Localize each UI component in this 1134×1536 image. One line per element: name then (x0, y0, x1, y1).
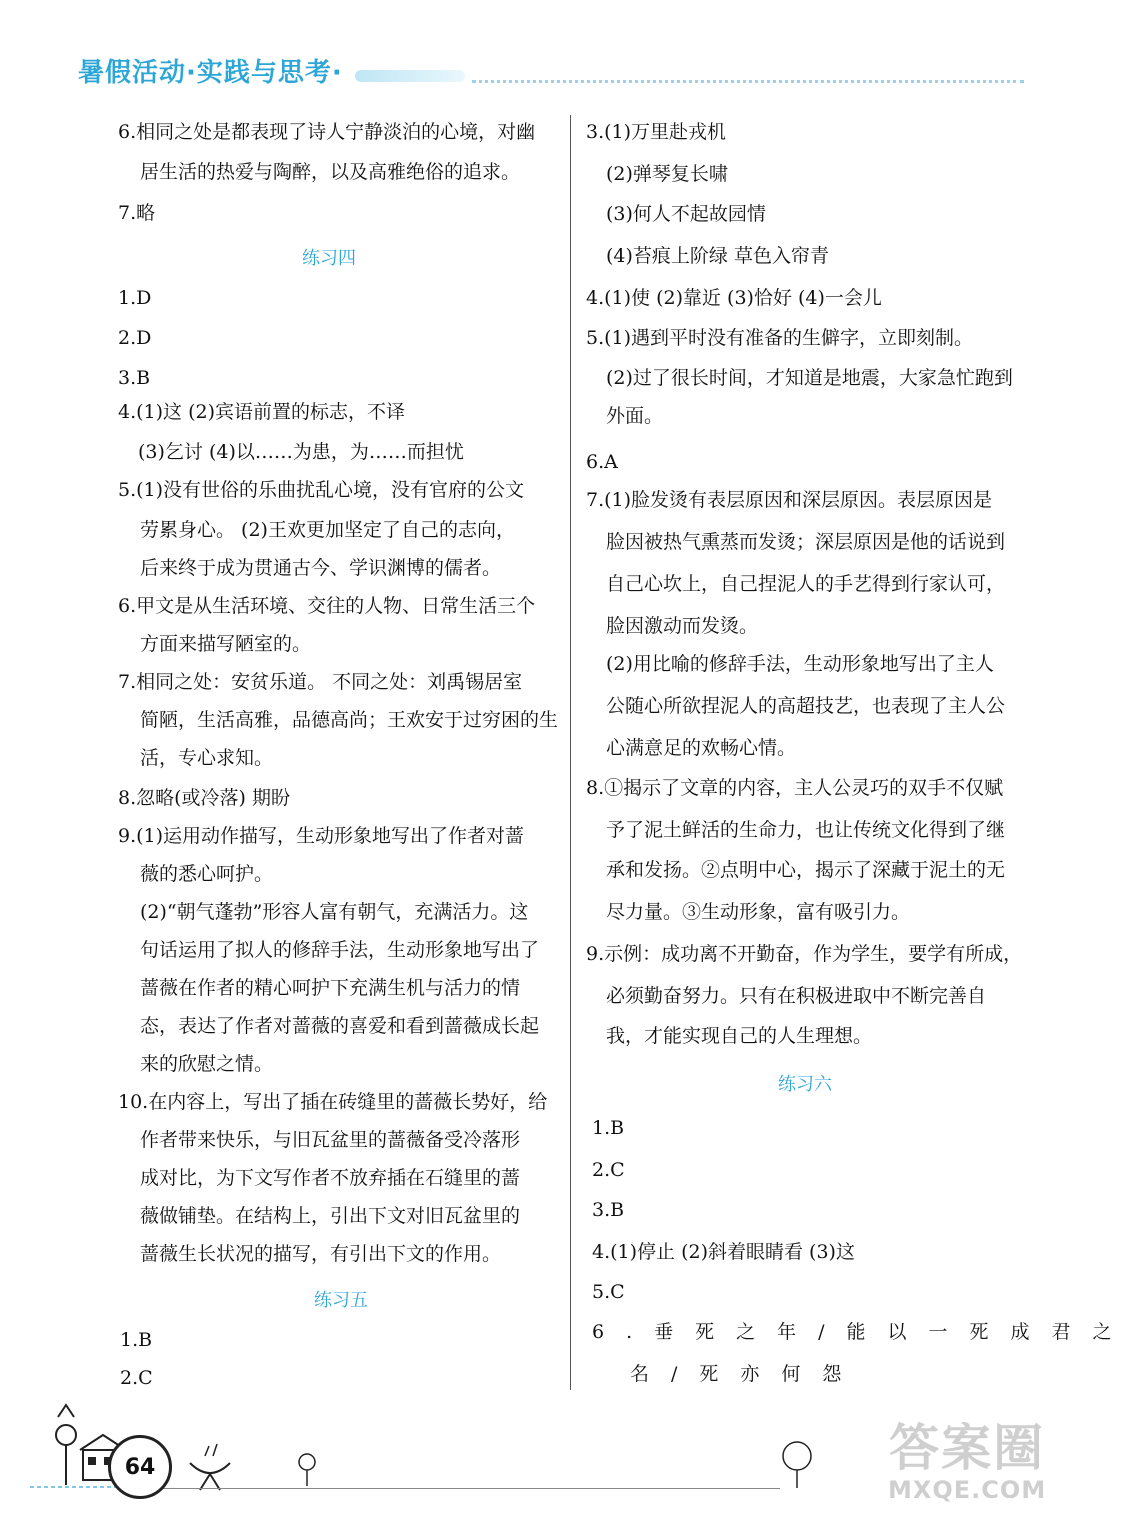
answer-line: (3)乞讨 (4)以……为患，为……而担忧 (138, 441, 464, 463)
answer-line: 5.C (592, 1281, 625, 1303)
answer-line: (2)弹琴复长啸 (606, 163, 728, 185)
answer-line: 1.B (120, 1329, 153, 1351)
answer-line: 2.D (118, 327, 152, 349)
watermark (888, 1420, 1046, 1504)
grill-doodle-icon (185, 1438, 235, 1493)
answer-line: 心满意足的欢畅心情。 (606, 737, 797, 759)
answer-line: 我，才能实现自己的人生理想。 (606, 1025, 873, 1047)
tree-doodle-icon (295, 1452, 319, 1488)
footer-rule (160, 1488, 780, 1489)
section-title-exercise-4: 练习四 (302, 248, 356, 269)
header-decoration (355, 70, 465, 82)
answer-line: 7.略 (118, 202, 156, 224)
answer-line: 自己心坎上，自己捏泥人的手艺得到行家认可， (606, 573, 1006, 595)
watermark-logo-text: 答案圈 (889, 1419, 1046, 1477)
answer-line: 5.(1)没有世俗的乐曲扰乱心境，没有官府的公文 (118, 479, 525, 501)
answer-line: 1.D (118, 287, 152, 309)
answer-line: 4.(1)这 (2)宾语前置的标志，不译 (118, 401, 405, 423)
answer-line: 作者带来快乐，与旧瓦盆里的蔷薇备受冷落形 (140, 1129, 521, 1151)
answer-line: 名/死亦何怨 (630, 1363, 864, 1385)
answer-line: 6.垂死之年/能以一死成君之 (592, 1321, 1134, 1343)
answer-line: 必须勤奋努力。只有在积极进取中不断完善自 (606, 985, 987, 1007)
answer-line: 句话运用了拟人的修辞手法，生动形象地写出了 (140, 939, 540, 961)
answer-line: 10.在内容上，写出了插在砖缝里的蔷薇长势好，给 (118, 1091, 548, 1113)
section-title-exercise-5: 练习五 (314, 1290, 368, 1311)
column-divider (570, 115, 571, 1390)
answer-line: 薇的悉心呵护。 (140, 863, 274, 885)
answer-line: 1.B (592, 1117, 625, 1139)
answer-line: (3)何人不起故园情 (606, 203, 766, 225)
answer-line: 蔷薇生长状况的描写，有引出下文的作用。 (140, 1243, 502, 1265)
answer-line: 4.(1)使 (2)靠近 (3)恰好 (4)一会儿 (586, 287, 882, 309)
answer-line: 居生活的热爱与陶醉，以及高雅绝俗的追求。 (140, 161, 521, 183)
answer-line: 尽力量。③生动形象，富有吸引力。 (606, 901, 911, 923)
header-dotted-rule (472, 80, 1024, 83)
answer-line: 方面来描写陋室的。 (140, 633, 312, 655)
answer-line: 来的欣慰之情。 (140, 1053, 274, 1075)
answer-line: 2.C (120, 1367, 153, 1389)
answer-line: 4.(1)停止 (2)斜着眼睛看 (3)这 (592, 1241, 855, 1263)
answer-line: 9.(1)运用动作描写，生动形象地写出了作者对蔷 (118, 825, 525, 847)
answer-line: 简陋，生活高雅，品德高尚；王欢安于过穷困的生 (140, 709, 559, 731)
answer-line: 蔷薇在作者的精心呵护下充满生机与活力的情 (140, 977, 521, 999)
answer-line: 成对比，为下文写作者不放弃插在石缝里的蔷 (140, 1167, 521, 1189)
answer-line: (2)用比喻的修辞手法，生动形象地写出了主人 (606, 653, 994, 675)
answer-line: 劳累身心。 (2)王欢更加坚定了自己的志向， (140, 519, 515, 541)
answer-line: 6.甲文是从生活环境、交往的人物、日常生活三个 (118, 595, 536, 617)
answer-line: 7.相同之处：安贫乐道。 不同之处：刘禹锡居室 (118, 671, 523, 693)
answer-line: 5.(1)遇到平时没有准备的生僻字，立即刻制。 (586, 327, 974, 349)
page-number: 64 (108, 1435, 172, 1499)
answer-line: 外面。 (606, 405, 664, 427)
answer-line: (2)过了很长时间，才知道是地震，大家急忙跑到 (606, 367, 1013, 389)
answer-line: 态，表达了作者对蔷薇的喜爱和看到蔷薇成长起 (140, 1015, 540, 1037)
answer-line: 8.①揭示了文章的内容，主人公灵巧的双手不仅赋 (586, 777, 1004, 799)
answer-line: 6.相同之处是都表现了诗人宁静淡泊的心境，对幽 (118, 121, 536, 143)
answer-line: 3.(1)万里赴戎机 (586, 121, 727, 143)
answer-line: 后来终于成为贯通古今、学识渊博的儒者。 (140, 557, 502, 579)
answer-line: 3.B (592, 1199, 625, 1221)
answer-line: 6.A (586, 451, 618, 473)
answer-line: 2.C (592, 1159, 625, 1181)
answer-line: 脸因被热气熏蒸而发烫；深层原因是他的话说到 (606, 531, 1006, 553)
answer-line: 予了泥土鲜活的生命力，也让传统文化得到了继 (606, 819, 1006, 841)
answer-line: (2)“朝气蓬勃”形容人富有朝气，充满活力。这 (140, 901, 529, 923)
watermark-url: MXQE.COM (888, 1476, 1047, 1504)
answer-line: 7.(1)脸发烫有表层原因和深层原因。表层原因是 (586, 489, 993, 511)
answer-line: 3.B (118, 367, 151, 389)
answer-line: 脸因激动而发烫。 (606, 615, 759, 637)
answer-line: 公随心所欲捏泥人的高超技艺，也表现了主人公 (606, 695, 1006, 717)
tree-doodle-icon (780, 1438, 814, 1488)
header-title: 暑假活动·实践与思考· (78, 58, 343, 88)
answer-line: 承和发扬。②点明中心，揭示了深藏于泥土的无 (606, 859, 1006, 881)
answer-line: 活，专心求知。 (140, 747, 274, 769)
answer-line: 8.忽略(或冷落) 期盼 (118, 787, 290, 809)
answer-line: 薇做铺垫。在结构上，引出下文对旧瓦盆里的 (140, 1205, 521, 1227)
answer-line: 9.示例：成功离不开勤奋，作为学生，要学有所成， (586, 943, 1023, 965)
section-title-exercise-6: 练习六 (778, 1074, 832, 1095)
answer-line: (4)苔痕上阶绿 草色入帘青 (606, 245, 829, 267)
